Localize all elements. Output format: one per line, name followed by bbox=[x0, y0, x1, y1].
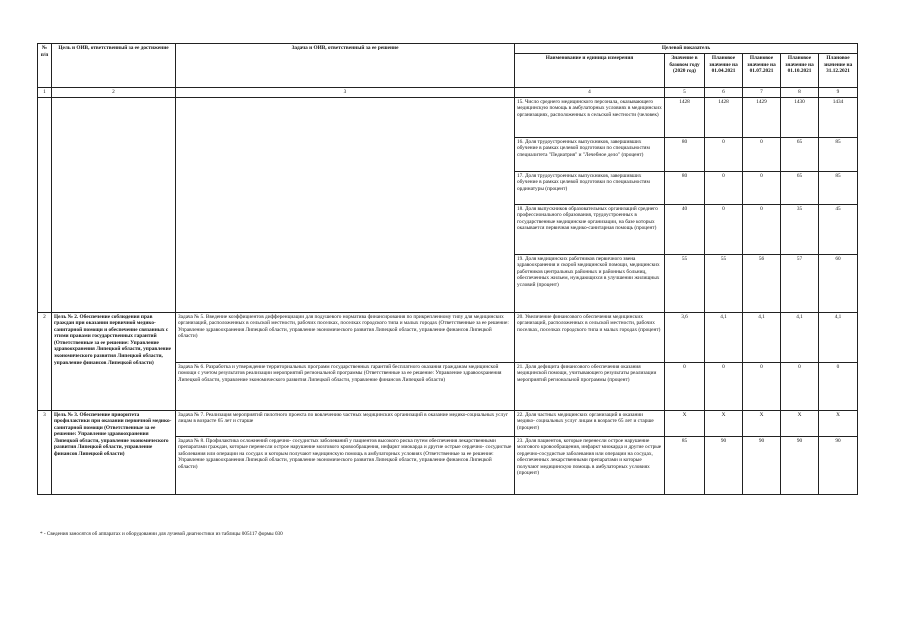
header-task: Задача и ОИВ, ответственный за ее решение bbox=[176, 44, 515, 88]
index-cell: 6 bbox=[705, 88, 743, 98]
header-indicator: Наименование и единица измерения bbox=[515, 54, 665, 88]
value-cell: 0 bbox=[819, 362, 858, 410]
task-cell: Задача № 6. Разработка и утверждение территориальных программ государственных гарантий бесплатного оказания гражданам медицинской помощи с учетом результатов реализации мероприятий региональной программы (Ответственные за ее решение: Управление здравоохранения Липецкой области, управление экономического развития Липецкой области, управление финансов Липецкой области) bbox=[176, 362, 515, 410]
index-cell: 8 bbox=[781, 88, 819, 98]
value-cell: 3,6 bbox=[665, 312, 705, 362]
value-cell: X bbox=[665, 410, 705, 436]
value-cell: 35 bbox=[781, 204, 819, 254]
value-cell: 85 bbox=[665, 436, 705, 494]
index-cell: 7 bbox=[743, 88, 781, 98]
header-plan-q4: Плановое значение на 31.12.2021 bbox=[819, 54, 858, 88]
indicator-cell: 20. Увеличение финансового обеспечения медицинских организаций, расположенных в сельской местности, рабочих поселках, поселках городского типа и малых городах (процент) bbox=[515, 312, 665, 362]
num-cell bbox=[38, 97, 52, 312]
value-cell: 90 bbox=[819, 436, 858, 494]
indicator-cell: 17. Доля трудоустроенных выпускников, завершивших обучение в рамках целевой подготовки по специальностям ординатуры (процент) bbox=[515, 171, 665, 204]
task-cell: Задача № 7. Реализация мероприятий пилотного проекта по вовлечению частных медицинских организаций в оказание медико-социальных услуг лицам в возрасте 65 лет и старше bbox=[176, 410, 515, 436]
indicator-cell: 22. Доля частных медицинских организаций в оказании медико- социальных услуг лицам в возрасте 65 лет и старше (процент) bbox=[515, 410, 665, 436]
value-cell: 0 bbox=[705, 204, 743, 254]
value-cell: 1430 bbox=[781, 97, 819, 137]
header-goal: Цель и ОИВ, ответственный за ее достижение bbox=[52, 44, 176, 88]
table-row bbox=[38, 97, 858, 137]
value-cell: 4,1 bbox=[705, 312, 743, 362]
value-cell: 4,1 bbox=[781, 312, 819, 362]
indicator-cell: 18. Доля выпускников образовательных организаций среднего профессионального образования, трудоустроенных в государственные медицинские организации, на базе которых оказывается первичная медико-санитарная помощь (процент) bbox=[515, 204, 665, 254]
index-cell: 2 bbox=[52, 88, 176, 98]
value-cell: 1428 bbox=[665, 97, 705, 137]
value-cell: 1429 bbox=[743, 97, 781, 137]
value-cell: 60 bbox=[819, 254, 858, 312]
value-cell: 40 bbox=[665, 204, 705, 254]
indicator-cell: 16. Доля трудоустроенных выпускников, завершивших обучение в рамках целевой подготовки по специальностям специалитета "Педиатрия" и "Лечебное дело" (процент) bbox=[515, 137, 665, 171]
value-cell: 1428 bbox=[705, 97, 743, 137]
value-cell: 4,1 bbox=[743, 312, 781, 362]
header-plan-q3: Плановое значение на 01.10.2021 bbox=[781, 54, 819, 88]
value-cell: 0 bbox=[705, 171, 743, 204]
value-cell: 0 bbox=[665, 362, 705, 410]
value-cell: 55 bbox=[665, 254, 705, 312]
indicator-cell: 15. Число среднего медицинского персонала, оказывающего медицинскую помощь в амбулаторных условиях в медицинских организациях, расположенных в сельской местности (человек) bbox=[515, 97, 665, 137]
indicators-table bbox=[37, 43, 858, 495]
value-cell: 80 bbox=[665, 171, 705, 204]
task-cell: Задача № 8. Профилактика осложнений сердечно- сосудистых заболеваний у пациентов высокого риска путем обеспечения лекарственными препаратами граждан, которые перенесли острое нарушение мозгового кровообращения, инфаркт миокарда и другие острые сердечно- сосудистые заболевания или операции на сосудах и которым получают медицинскую помощь в амбулаторных условиях (Ответственные за ее решение: Управление здравоохранения Липецкой области, управление экономического развития Липецкой области, управление финансов Липецкой области) bbox=[176, 436, 515, 494]
header-plan-q1: Плановое значение на 01.04.2021 bbox=[705, 54, 743, 88]
task-cell bbox=[176, 97, 515, 312]
goal-number: 2 bbox=[38, 312, 52, 410]
value-cell: 0 bbox=[781, 362, 819, 410]
value-cell: X bbox=[781, 410, 819, 436]
goal-number: 3 bbox=[38, 410, 52, 494]
value-cell: 45 bbox=[819, 204, 858, 254]
footnote: * - Сведения заносятся об аппаратах и оборудовании для лучевой диагностики из таблицы 005117 формы 030 bbox=[40, 531, 283, 537]
header-plan-q2: Плановое значение на 01.07.2021 bbox=[743, 54, 781, 88]
value-cell: 90 bbox=[705, 436, 743, 494]
index-cell: 5 bbox=[665, 88, 705, 98]
value-cell: 85 bbox=[819, 171, 858, 204]
header-base: Значение в базовом году (2020 год) bbox=[665, 54, 705, 88]
table-row bbox=[38, 312, 858, 362]
header-num: № п/п bbox=[38, 44, 52, 88]
indicator-cell: 19. Доля медицинских работников первичного звена здравоохранения и скорой медицинской помощи, медицинских работников центральных районных и районных больниц, обеспеченных жильем, нуждающихся в улучшении жилищных условий (процент) bbox=[515, 254, 665, 312]
value-cell: 0 bbox=[743, 204, 781, 254]
index-cell: 9 bbox=[819, 88, 858, 98]
value-cell: 65 bbox=[781, 137, 819, 171]
goal-cell bbox=[52, 97, 176, 312]
indicator-cell: 21. Доля дефицита финансового обеспечения оказания медицинской помощи, учитывающего результаты реализации мероприятий региональной программы (процент) bbox=[515, 362, 665, 410]
index-cell: 4 bbox=[515, 88, 665, 98]
value-cell: 65 bbox=[781, 171, 819, 204]
value-cell: X bbox=[819, 410, 858, 436]
value-cell: 90 bbox=[781, 436, 819, 494]
value-cell: X bbox=[743, 410, 781, 436]
value-cell: 57 bbox=[781, 254, 819, 312]
value-cell: 85 bbox=[819, 137, 858, 171]
value-cell: 4,1 bbox=[819, 312, 858, 362]
value-cell: 0 bbox=[743, 362, 781, 410]
value-cell: 0 bbox=[743, 171, 781, 204]
value-cell: X bbox=[705, 410, 743, 436]
index-cell: 1 bbox=[38, 88, 52, 98]
indicator-cell: 23. Доля пациентов, которые перенесли острое нарушение мозгового кровообращения, инфаркт миокарда и другие острые сердечно-сосудистые заболевания или операции на сосудах, обеспеченных лекарственными препаратами и которые получают медицинскую помощь в амбулаторных условиях (процент) bbox=[515, 436, 665, 494]
value-cell: 56 bbox=[743, 254, 781, 312]
header-target: Целевой показатель bbox=[515, 44, 858, 54]
value-cell: 0 bbox=[743, 137, 781, 171]
value-cell: 55 bbox=[705, 254, 743, 312]
goal-cell: Цель № 3. Обеспечение приоритета профилактики при оказании первичной медико- санитарной помощи (Ответственные за ее решение: Управление здравоохранения Липецкой области, управление экономического развития Липецкой области, управление финансов Липецкой области) bbox=[52, 410, 176, 494]
task-cell: Задача № 5. Введение коэффициентов дифференциации для подушевого норматива финансирования по прикрепленному типу для медицинских организаций, расположенных в сельской местности, рабочих поселках, поселках городского типа и малых городах (Ответственные за ее решение: Управление здравоохранения Липецкой области, управление экономического развития Липецкой области, управление финансов Липецкой области) bbox=[176, 312, 515, 362]
value-cell: 0 bbox=[705, 362, 743, 410]
index-cell: 3 bbox=[176, 88, 515, 98]
table-row bbox=[38, 410, 858, 436]
value-cell: 0 bbox=[705, 137, 743, 171]
goal-cell: Цель № 2. Обеспечение соблюдения прав граждан при оказании первичной медико- санитарной помощи и обеспечение связанных с этими правами государственных гарантий (Ответственные за ее решение: Управление здравоохранения Липецкой области, управление экономического развития Липецкой области, управление финансов Липецкой области) bbox=[52, 312, 176, 410]
index-row bbox=[38, 88, 858, 98]
value-cell: 80 bbox=[665, 137, 705, 171]
value-cell: 1434 bbox=[819, 97, 858, 137]
value-cell: 90 bbox=[743, 436, 781, 494]
